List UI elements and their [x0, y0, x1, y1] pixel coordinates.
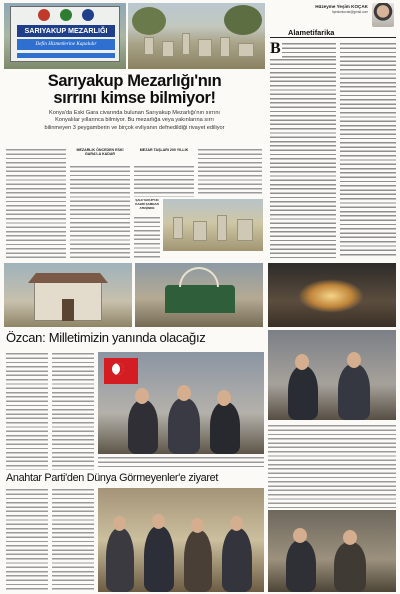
ozcan-meeting-photo: [98, 352, 264, 454]
person-shape: [334, 542, 366, 592]
sign-subtitle: Defin Hizmetlerine Kapalıdır: [17, 39, 115, 50]
ozcan-body-col2: [52, 352, 94, 470]
person-head-shape: [135, 388, 149, 404]
tombstone-shape: [193, 221, 207, 241]
column-title: Alametifarika: [288, 28, 335, 37]
municipality-logo-icon: [60, 9, 72, 21]
ozcan-side-photo: [268, 330, 396, 420]
tombstone-shape: [237, 219, 253, 241]
article-body-col1: [6, 148, 66, 260]
main-headline-line1: Sarıyakup Mezarlığı'nın: [47, 72, 222, 90]
person-shape: [288, 366, 318, 420]
person-shape: [184, 530, 212, 592]
sign-fineprint-bar: [17, 53, 115, 58]
person-head-shape: [217, 390, 231, 406]
anahtar-body-col1: [6, 488, 48, 592]
tombstone-shape: [182, 33, 190, 55]
historic-building-photo: [4, 263, 132, 327]
anahtar-visit-photo: [98, 488, 264, 592]
person-head-shape: [152, 514, 165, 529]
person-shape: [286, 540, 316, 592]
door-shape: [62, 299, 74, 321]
person-head-shape: [177, 385, 191, 401]
tree-shape: [132, 7, 166, 35]
main-deck: [4, 110, 265, 132]
person-head-shape: [347, 352, 361, 368]
arch-shape: [179, 267, 219, 287]
person-shape: [210, 402, 240, 454]
main-headline: [4, 73, 265, 107]
municipality-logo-icon: [82, 9, 94, 21]
ozcan-body-col1: [6, 352, 48, 470]
tombstone-shape: [238, 43, 254, 57]
person-head-shape: [293, 528, 307, 543]
person-head-shape: [113, 516, 126, 531]
anahtar-body-col2: [52, 488, 94, 592]
article-body-col4: [198, 148, 262, 196]
tomb-interior-photo: [135, 263, 263, 327]
person-shape: [128, 400, 158, 454]
municipality-logo-icon: [38, 9, 50, 21]
person-shape: [106, 528, 134, 592]
sign-logos: [11, 9, 121, 23]
deck-line3: bilinmeyen 3 peygamberin ve birçok evliyanın defnedildiği rivayet ediliyor: [44, 124, 225, 131]
tree-shape: [224, 5, 262, 35]
roof-shape: [28, 273, 108, 283]
article-body-col3b: [134, 216, 160, 260]
tombstone-shape: [220, 37, 230, 57]
cemetery-detail-photo: [163, 199, 263, 251]
person-shape: [338, 364, 370, 420]
sign-name2: MEZARLIĞI: [68, 26, 108, 35]
cemetery-photo: [128, 3, 265, 69]
candle-light-shape: [298, 279, 364, 313]
column-dropcap: B: [270, 40, 281, 57]
deck-line2: Konyalılar yıllarınca bilmiyor. Bu mezarlığa veya yakınlarına sırrı: [55, 117, 214, 124]
crescent-shape: [112, 363, 124, 375]
main-headline-line2: sırrını kimse bilmiyor!: [53, 89, 216, 107]
tomb-shape: [165, 285, 235, 313]
person-shape: [222, 528, 252, 592]
cemetery-sign-board: [10, 6, 120, 62]
tombstone-shape: [198, 39, 212, 57]
candles-photo: [268, 263, 396, 327]
deck-line1: Konya'da Eski Gara civarında bulunan Sarıyakup Mezarlığı'nın sırrını: [49, 110, 220, 116]
person-head-shape: [191, 518, 204, 533]
tombstone-shape: [173, 217, 183, 239]
person-head-shape: [230, 516, 243, 531]
sign-name: SARIYAKUP: [24, 26, 66, 35]
person-head-shape: [295, 354, 309, 370]
columnist-avatar: [372, 3, 394, 27]
ozcan-headline: Özcan: Milletimizin yanında olacağız: [6, 330, 206, 345]
ozcan-body-col3: [98, 456, 264, 468]
anahtar-side-photo: [268, 510, 396, 592]
person-shape: [144, 526, 174, 592]
column-body-left-lower: [270, 58, 336, 258]
cemetery-sign-photo: [4, 3, 126, 69]
person-head-shape: [343, 530, 357, 545]
sign-name-banner: [17, 25, 115, 37]
column-email: hyesimkocak@gmail.com: [331, 10, 368, 14]
subhead-2: MEZAR TAŞLARI 200 YILLIK: [139, 148, 189, 152]
column-rule: [270, 37, 396, 38]
column-body-right: [340, 42, 396, 258]
tombstone-shape: [217, 215, 227, 241]
right-body-lower: [268, 424, 396, 508]
article-body-col3: [134, 165, 194, 197]
person-shape: [168, 398, 200, 454]
subhead-1: MEZARLIK ÖNCEDEN ESKİ GARA'LA KADAR: [76, 148, 124, 157]
anahtar-headline: Anahtar Parti'den Dünya Görmeyenler'e ziyaret: [6, 472, 219, 484]
tombstone-shape: [162, 41, 174, 57]
article-body-col2: [70, 165, 130, 260]
subhead-3: ŞAHI YAKUP'UN KABRİ ŞAMDAN ATEŞİNDE: [135, 198, 159, 210]
tombstone-shape: [144, 37, 154, 55]
column-author: Hüzeyme Yeşim KOÇAK: [315, 4, 368, 9]
